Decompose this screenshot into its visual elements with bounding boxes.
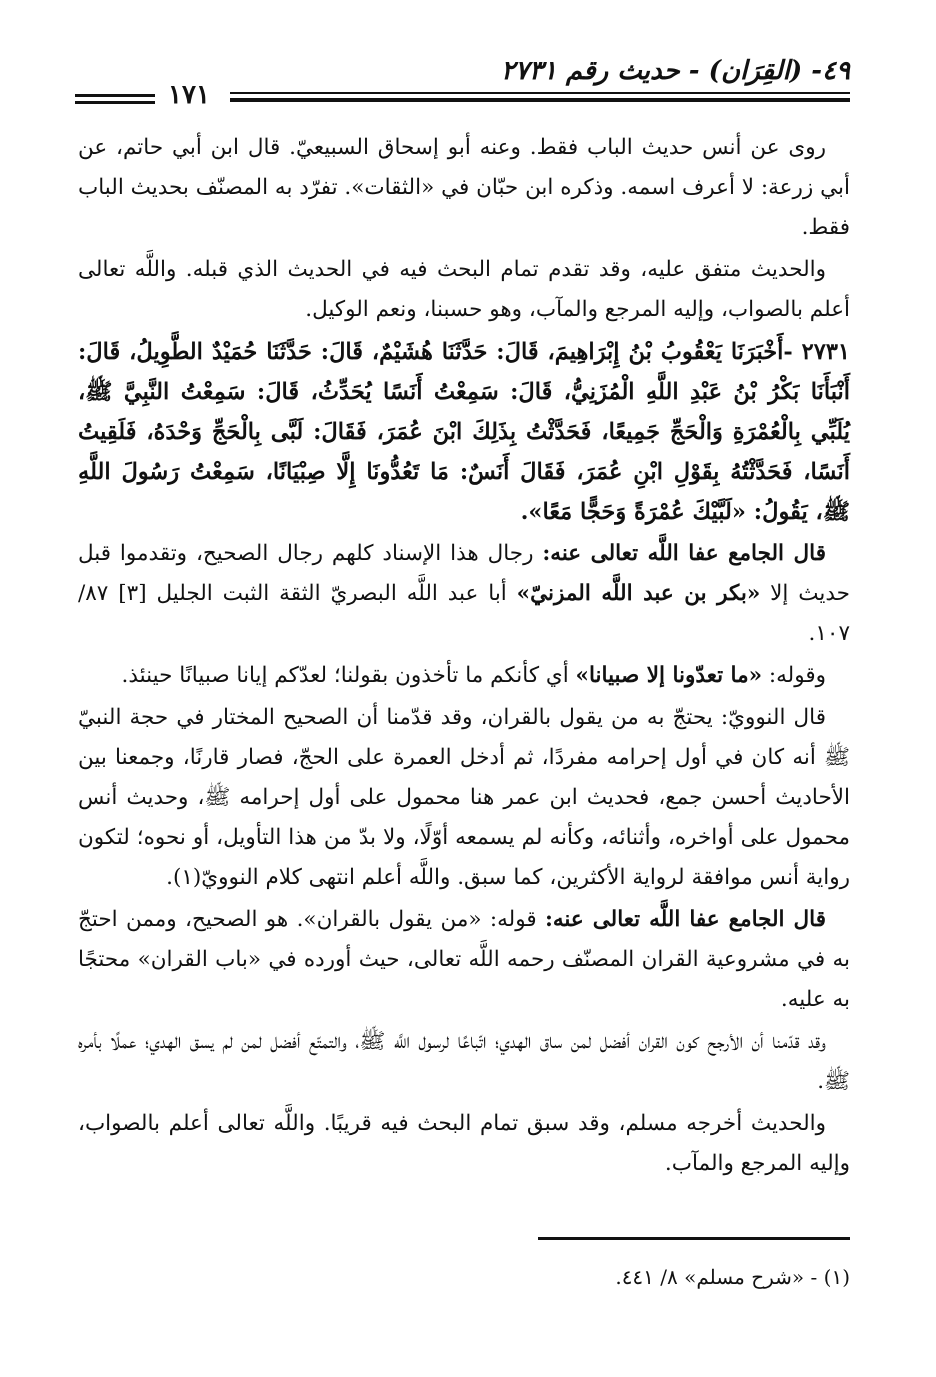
paragraph-4-text: رجال هذا الإسناد كلهم رجال الصحيح، وتقدموا قبل حديث إلا bbox=[78, 541, 850, 606]
paragraph-7-text: قوله: «من يقول بالقران». هو الصحيح، وممن احتجّ به في مشروعية القران المصنّف رحمه اللَّه تعالى، حيث أورده في «باب القران» محتجًا به عليه. bbox=[78, 907, 850, 1012]
author-remark-lead: قال الجامع عفا اللَّه تعالى عنه: bbox=[542, 541, 826, 566]
hadith-text: ٢٧٣١ -أَخْبَرَنَا يَعْقُوبُ بْنُ إِبْرَاهِيمَ، قَالَ: حَدَّثَنَا هُشَيْمٌ، قَالَ: حَدَّثَنَا حُمَيْدٌ الطَّوِيلُ، قَالَ: أَنْبَأَنَا بَكْرُ بْنُ عَبْدِ اللَّهِ الْمُزَنِيُّ، قَالَ: سَمِعْتُ أَنَسًا يُحَدِّثُ، قَالَ: سَمِعْتُ النَّبِيَّ ﷺ، يُلَبِّي بِالْعُمْرَةِ وَالْحَجِّ جَمِيعًا، فَحَدَّثْتُ بِذَلِكَ ابْنَ عُمَرَ، فَقَالَ: لَبَّى بِالْحَجِّ وَحْدَهُ، فَلَقِيتُ أَنَسًا، فَحَدَّثْتُهُ بِقَوْلِ ابْنِ عُمَرَ، فَقَالَ أَنَسٌ: مَا تَعُدُّونَا إِلَّا صِبْيَانًا، سَمِعْتُ رَسُولَ اللَّهِ ﷺ، يَقُولُ: «لَبَّيْكَ عُمْرَةً وَحَجًّا مَعًا». bbox=[78, 339, 850, 525]
paragraph-9: والحديث أخرجه مسلم، وقد سبق تمام البحث فيه قريبًا. واللَّه تعالى أعلم بالصواب، وإليه المرجع والمآب. bbox=[78, 1111, 850, 1176]
header-rule-left-lower bbox=[75, 101, 155, 104]
paragraph-5-tail: أي كأنكم ما تأخذون بقولنا؛ لعدّكم إيانا صبيانًا حينئذ. bbox=[121, 663, 576, 688]
paragraph-7 bbox=[78, 900, 850, 1020]
running-title: ٤٩- (القِرَان) - حديث رقم ٢٧٣١ bbox=[501, 56, 850, 86]
header-rule-left bbox=[75, 94, 155, 97]
paragraph-5-text: وقوله: bbox=[762, 663, 826, 688]
paragraph-8: وقد قدّمنا أن الأرجح كون القران أفضل لمن ساق الهدي؛ اتّباعًا لرسول اللَّه ﷺ، والتمتّع أفضل لمن لم يسق الهدي؛ عملًا بأمره ﷺ. bbox=[78, 1029, 850, 1094]
quoted-phrase: «ما تعدّونا إلا صبيانا» bbox=[575, 663, 763, 688]
header-rule bbox=[230, 92, 850, 94]
author-remark-lead-2: قال الجامع عفا اللَّه تعالى عنه: bbox=[544, 907, 827, 932]
paragraph-2: والحديث متفق عليه، وقد تقدم تمام البحث فيه في الحديث الذي قبله. واللَّه تعالى أعلم بالصواب، وإليه المرجع والمآب، وهو حسبنا، ونعم الوكيل. bbox=[78, 257, 850, 322]
page-header bbox=[75, 50, 850, 110]
paragraph-4-tail: أبا عبد اللَّه البصريّ الثقة الثبت الجليل [٣] ٨٧/ ١٠٧. bbox=[78, 581, 850, 646]
footnote: (١) - «شرح مسلم» ٨/ ٤٤١. bbox=[615, 1265, 850, 1289]
paragraph-6: قال النوويّ: يحتجّ به من يقول بالقران، وقد قدّمنا أن الصحيح المختار في حجة النبيّ ﷺ أنه كان في أول إحرامه مفردًا، ثم أدخل العمرة على الحجّ، فصار قارنًا، وجمعنا بين الأحاديث أحسن جمع، فحديث ابن عمر هنا محمول على أول إحرامه ﷺ، وحديث أنس محمول على أواخره، وأثنائه، وكأنه لم يسمعه أوّلًا، ولا بدّ من هذا التأويل، أو نحوه؛ لتكون رواية أنس موافقة لرواية الأكثرين، كما سبق. واللَّه أعلم انتهى كلام النوويّ(١). bbox=[78, 705, 850, 890]
page-number: ١٧١ bbox=[168, 80, 210, 110]
footnote-separator bbox=[538, 1237, 850, 1240]
paragraph-5 bbox=[78, 656, 850, 696]
narrator-name: «بكر بن عبد اللَّه المزنيّ» bbox=[516, 581, 761, 606]
header-rule-thick bbox=[230, 98, 850, 102]
paragraph-4 bbox=[78, 534, 850, 654]
paragraph-1: روى عن أنس حديث الباب فقط. وعنه أبو إسحاق السبيعيّ. قال ابن أبي حاتم، عن أبي زرعة: لا أعرف اسمه. وذكره ابن حبّان في «الثقات». تفرّد به المصنّف بحديث الباب فقط. bbox=[78, 135, 850, 240]
page-body bbox=[78, 128, 850, 1186]
